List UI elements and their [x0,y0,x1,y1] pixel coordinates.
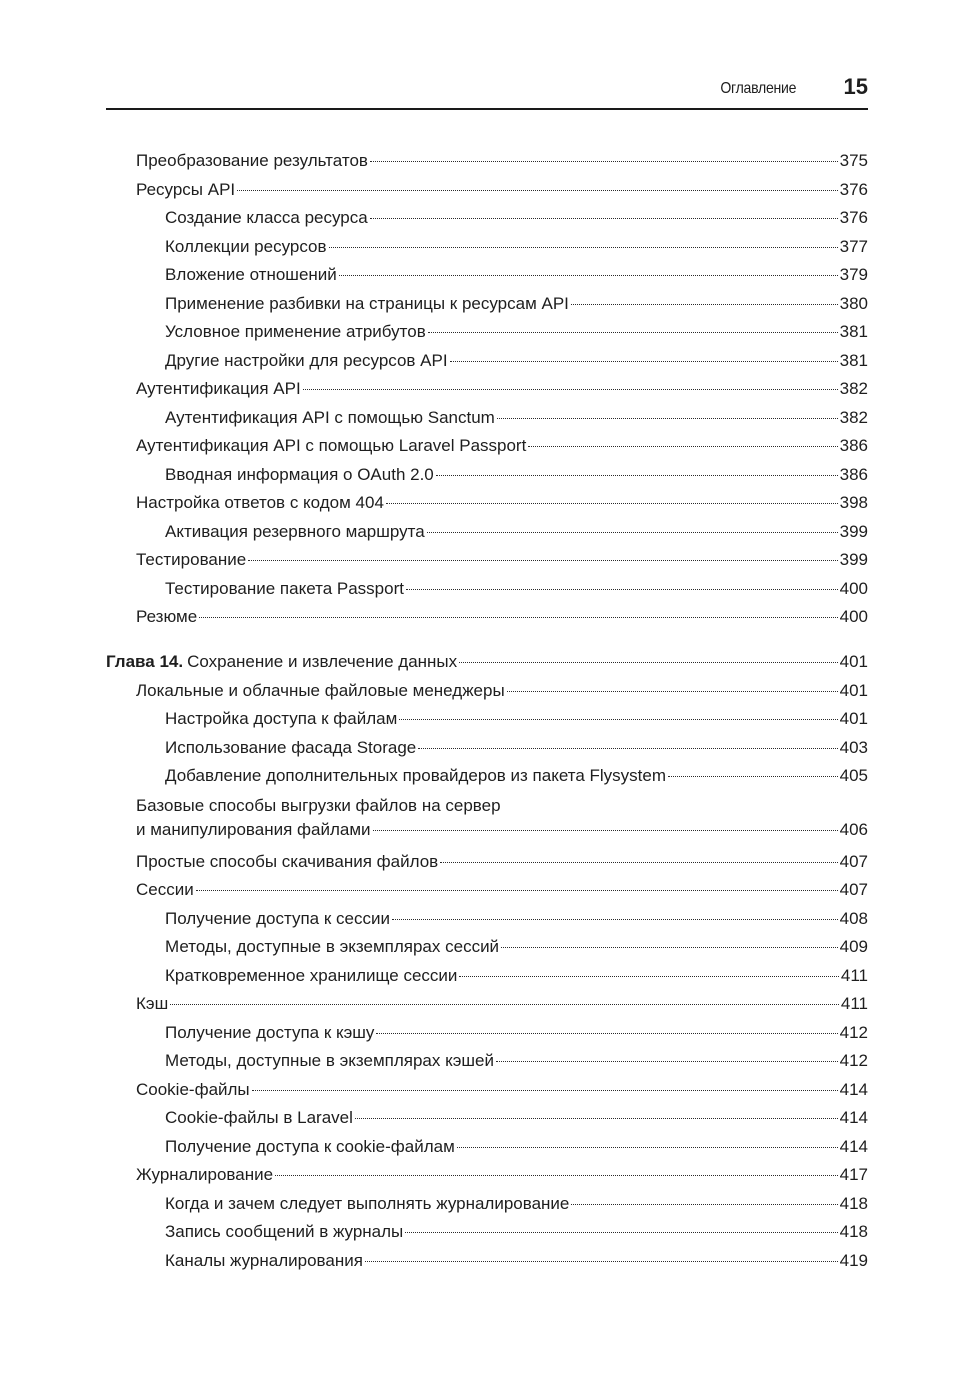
toc-entry-page: 405 [839,766,868,785]
toc-entry-page: 418 [839,1222,868,1241]
toc-entry-page: 376 [839,208,868,227]
toc-entry-page: 414 [839,1108,868,1127]
toc-entry-page: 418 [839,1193,868,1213]
toc-entry[interactable] [106,1161,868,1190]
dot-leader [303,389,838,390]
running-header-title: Оглавление [720,80,796,97]
page-header [106,60,868,110]
toc-entry-title-line2: и манипулирования файлами [136,819,371,839]
toc-entry-page: 411 [840,965,868,985]
toc-entry[interactable] [106,575,868,604]
dot-leader [275,1175,838,1176]
dot-leader [365,1261,838,1262]
toc-entry-title: Добавление дополнительных провайдеров из пакета Flysystem [165,766,667,785]
toc-entry-title: Кратковременное хранилище сессии [165,965,458,985]
toc-entry-title: Кэш [136,994,169,1013]
toc-entry-title: Применение разбивки на страницы к ресурсам API [165,293,569,313]
toc-entry[interactable] [106,347,868,376]
toc-entry-title: Простые способы скачивания файлов [136,851,439,871]
dot-leader [370,161,838,162]
toc-entry[interactable] [106,546,868,575]
toc-entry-title: Ресурсы API [136,179,236,199]
dot-leader [355,1118,838,1119]
toc-entry-title-line1: Базовые способы выгрузки файлов на сервер [136,795,501,815]
toc-entry[interactable] [106,962,868,991]
dot-leader [427,532,838,533]
toc-entry-title: Условное применение атрибутов [165,322,426,341]
toc-entry-page: 399 [839,521,868,541]
toc-entry[interactable] [106,375,868,404]
toc-entry-title: Создание класса ресурса [165,208,368,227]
toc-entry-page: 401 [839,652,868,671]
dot-leader [457,1147,838,1148]
dot-leader [196,890,838,891]
dot-leader [668,776,838,777]
toc-entry[interactable] [106,1190,868,1219]
dot-leader [571,304,838,305]
toc-entry-page: 409 [839,937,868,956]
toc-entry[interactable] [106,290,868,319]
toc-entry-page: 403 [839,737,868,757]
toc-entry-title: Другие настройки для ресурсов API [165,350,448,370]
toc-entry-title: Получение доступа к сессии [165,908,390,928]
toc-entry[interactable] [106,1218,868,1247]
toc-entry-page: 401 [839,680,868,700]
toc-entry-page: 400 [839,578,868,598]
toc-entry[interactable] [106,261,868,290]
dot-leader [459,976,838,977]
toc-entry-title: Вложение отношений [165,265,337,284]
toc-entry-page: 414 [839,1136,868,1156]
dot-leader [329,247,838,248]
dot-leader [339,275,838,276]
toc-entry-page: 386 [839,436,868,455]
chapter-label: Глава 14. [106,652,184,671]
dot-leader [436,475,838,476]
dot-leader [497,418,838,419]
toc-entry-page: 411 [840,994,868,1013]
dot-leader [528,446,837,447]
dot-leader [370,218,838,219]
toc-entry-page: 407 [839,880,868,899]
dot-leader [373,830,838,831]
chapter-title: Сохранение и извлечение данных [187,652,458,671]
toc-entry-title: Настройка ответов с кодом 404 [136,493,384,512]
toc-entry-page: 380 [839,293,868,313]
toc-entry[interactable] [106,990,868,1019]
toc-entry[interactable] [106,233,868,262]
toc-entry[interactable] [106,318,868,347]
toc-entry-page: 419 [839,1250,868,1270]
toc-entry[interactable] [106,176,868,205]
toc-chapter-heading [106,648,457,677]
toc-entry-page: 381 [839,350,868,370]
toc-entry-page: 400 [839,607,868,626]
dot-leader [496,1061,838,1062]
dot-leader [418,748,837,749]
dot-leader [392,919,838,920]
dot-leader [405,1232,837,1233]
toc-entry-title: Аутентификация API с помощью Laravel Passport [136,436,527,455]
toc-entry[interactable] [106,204,868,233]
toc-entry-title: Методы, доступные в экземплярах сессий [165,937,500,956]
dot-leader [440,862,837,863]
toc-entry-page: 379 [839,265,868,284]
toc-entry-page: 417 [839,1165,868,1184]
toc-entry-page: 386 [839,464,868,484]
toc-entry[interactable] [106,1076,868,1105]
dot-leader [376,1033,837,1034]
toc-entry-page: 399 [839,550,868,569]
toc-entry[interactable] [106,677,868,706]
dot-leader [252,1090,838,1091]
toc-entry-title: Тестирование пакета Passport [165,578,404,598]
toc-entry-page: 412 [839,1051,868,1070]
toc-entry-multiline[interactable] [106,791,868,848]
toc-entry-page: 382 [839,379,868,398]
toc-entry-title: Запись сообщений в журналы [165,1222,404,1241]
toc-entry-title: Резюме [136,607,198,626]
toc-entry-title: Методы, доступные в экземплярах кэшей [165,1051,495,1070]
toc-entry-title: Тестирование [136,550,247,569]
dot-leader [399,719,837,720]
toc-entry[interactable] [106,1247,868,1276]
toc-entry-title: Cookie-файлы [136,1079,250,1099]
page-number: 15 [843,74,868,99]
toc-entry-title: Преобразование результатов [136,151,368,170]
dot-leader [507,691,838,692]
toc-entry[interactable] [106,876,868,905]
dot-leader [571,1204,837,1205]
toc-entry[interactable] [106,762,868,791]
dot-leader [237,190,837,191]
toc-entry-page: 375 [839,151,868,170]
toc-entry-page: 382 [839,407,868,427]
toc-entry-title: Использование фасада Storage [165,737,417,757]
toc-entry-title: Когда и зачем следует выполнять журналирование [165,1193,570,1213]
toc-entry-page: 414 [839,1079,868,1099]
toc-entry-page: 401 [839,709,868,728]
toc-section-after [106,848,868,1276]
toc-entry[interactable] [106,603,868,632]
table-of-contents [106,147,868,1275]
toc-entry-page: 406 [839,819,868,839]
toc-entry-title: Журналирование [136,1165,274,1184]
dot-leader [450,361,838,362]
dot-leader [406,589,838,590]
toc-entry[interactable] [106,461,868,490]
toc-entry-page: 376 [839,179,868,199]
toc-entry-title: Коллекции ресурсов [165,236,327,256]
toc-entry-title: Сессии [136,880,194,899]
toc-entry-title: Каналы журналирования [165,1250,363,1270]
toc-chapter-entry[interactable] [106,648,868,677]
toc-entry[interactable] [106,848,868,877]
toc-section-chapter [106,677,868,791]
dot-leader [248,560,837,561]
dot-leader [501,947,838,948]
toc-entry-title: Настройка доступа к файлам [165,709,398,728]
toc-entry-title: Аутентификация API с помощью Sanctum [165,407,495,427]
toc-entry-title: Вводная информация о OAuth 2.0 [165,464,434,484]
toc-entry-title: Получение доступа к cookie-файлам [165,1136,455,1156]
toc-entry-title: Локальные и облачные файловые менеджеры [136,680,505,700]
toc-entry-page: 398 [839,493,868,512]
toc-entry[interactable] [106,705,868,734]
toc-entry-title-line2-row [136,818,868,842]
toc-section-before [106,147,868,632]
toc-entry-title: Cookie-файлы в Laravel [165,1108,353,1127]
toc-entry[interactable] [106,905,868,934]
toc-entry[interactable] [106,734,868,763]
toc-entry[interactable] [106,1047,868,1076]
toc-entry-title: Получение доступа к кэшу [165,1022,375,1042]
toc-entry[interactable] [106,147,868,176]
toc-entry-page: 407 [839,851,868,871]
toc-entry-page: 408 [839,908,868,928]
dot-leader [386,503,838,504]
toc-entry-page: 381 [839,322,868,341]
toc-entry[interactable] [106,933,868,962]
dot-leader [428,332,838,333]
toc-entry[interactable] [106,432,868,461]
toc-entry[interactable] [106,404,868,433]
toc-entry[interactable] [106,1104,868,1133]
toc-entry[interactable] [106,1019,868,1048]
toc-entry[interactable] [106,489,868,518]
toc-entry-title: Активация резервного маршрута [165,521,425,541]
toc-entry-page: 412 [839,1022,868,1042]
dot-leader [170,1004,839,1005]
toc-entry[interactable] [106,518,868,547]
toc-entry[interactable] [106,1133,868,1162]
toc-entry-title: Аутентификация API [136,379,301,398]
toc-entry-page: 377 [839,236,868,256]
dot-leader [199,617,837,618]
dot-leader [459,662,837,663]
